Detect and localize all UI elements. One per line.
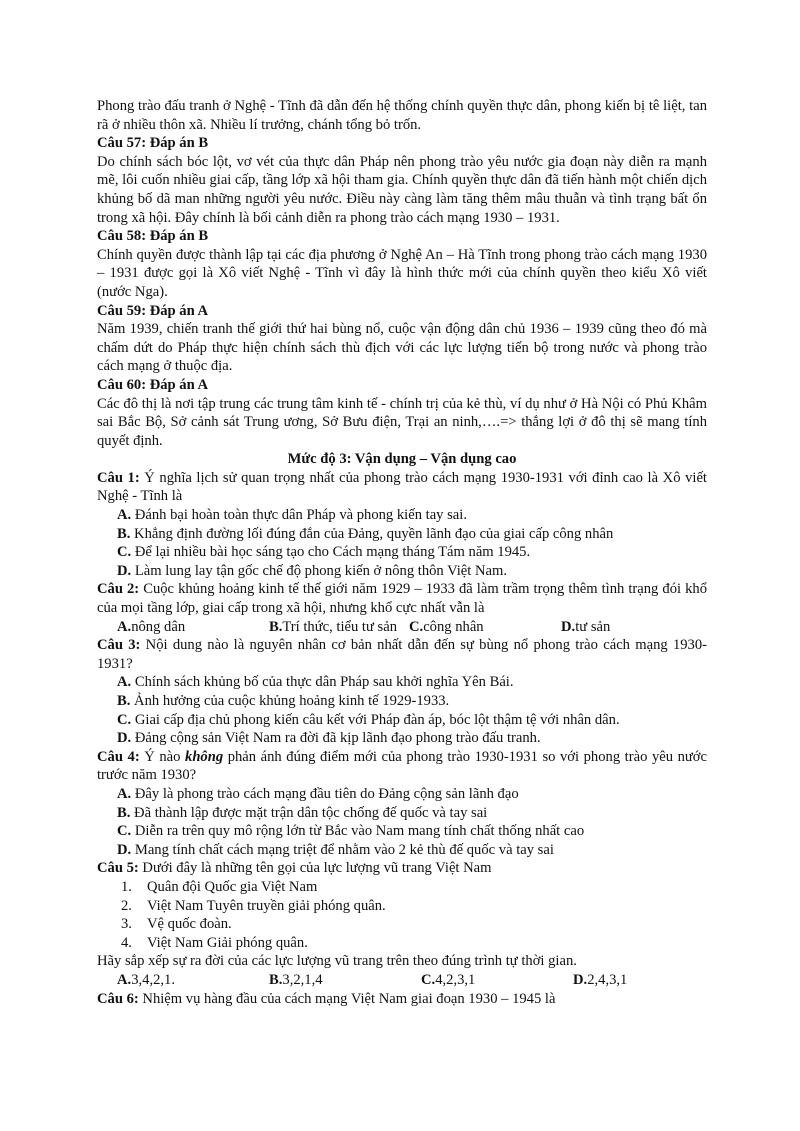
list-item: 4. Việt Nam Giải phóng quân. (121, 934, 308, 951)
question-text: Cuộc khủng hoảng kinh tế thế giới năm 1929 – 1933 đã làm trầm trọng thêm tình trạng đói khổ của mọi tầng lớp, giai cấp trong xã hội, nhưng khổ cực nhất vẫn là (97, 581, 708, 617)
question-1 (97, 469, 707, 581)
list-item: 1. Quân đội Quốc gia Việt Nam (121, 878, 318, 895)
option-c: C.công nhân (409, 618, 484, 635)
answer-heading: Câu 58: Đáp án B (97, 228, 209, 245)
option-d: D.tư sản (561, 618, 611, 635)
option-c: C. Diễn ra trên quy mô rộng lớn từ Bắc vào Nam mang tính chất thống nhất cao (117, 823, 585, 840)
option-d: D. Đảng cộng sản Việt Nam ra đời đã kịp lãnh đạo phong trào đấu tranh. (117, 730, 541, 747)
option-a: A. Đây là phong trào cách mạng đầu tiên do Đảng cộng sản lãnh đạo (117, 785, 519, 802)
option-a: A.nông dân (117, 618, 186, 635)
answer-text: Năm 1939, chiến tranh thế giới thứ hai bùng nổ, cuộc vận động dân chủ 1936 – 1939 cũng theo đó mà chấm dứt do Pháp thực hiện chính sách thù địch với các lực lượng tiến bộ trong nước và phong trào cách mạng ở thuộc địa. (97, 321, 707, 375)
question-instruction: Hãy sắp xếp sự ra đời của các lực lượng vũ trang trên theo đúng trình tự thời gian. (97, 953, 577, 970)
list-item: 2. Việt Nam Tuyên truyền giải phóng quân. (121, 897, 386, 914)
option-b: B. Khẳng định đường lối đúng đắn của Đảng, quyền lãnh đạo của giai cấp công nhân (117, 525, 614, 542)
question-label: Câu 5: (97, 860, 139, 877)
question-label: Câu 2: (97, 581, 140, 598)
option-b: B.Trí thức, tiểu tư sản (269, 618, 397, 635)
question-label: Câu 3: (97, 637, 141, 654)
answer-60 (97, 376, 707, 450)
option-d: D. Làm lung lay tận gốc chế độ phong kiến ở nông thôn Việt Nam. (117, 562, 508, 579)
intro-paragraph: Phong trào đấu tranh ở Nghệ - Tĩnh đã dẫn đến hệ thống chính quyền thực dân, phong kiến bị tê liệt, tan rã ở nhiều thôn xã. Nhiều lí trưởng, chánh tổng bỏ trốn. (97, 98, 707, 133)
option-c: C. Giai cấp địa chủ phong kiến câu kết với Pháp đàn áp, bóc lột thậm tệ với nhân dân. (117, 711, 620, 728)
answer-heading: Câu 60: Đáp án A (97, 376, 209, 393)
answer-text: Chính quyền được thành lập tại các địa phương ở Nghệ An – Hà Tĩnh trong phong trào cách mạng 1930 – 1931 được gọi là Xô viết Nghệ - Tĩnh vì đây là hình thức mới của chính quyền theo kiểu Xô viết (nước Nga). (97, 246, 707, 300)
answer-57 (97, 134, 707, 227)
answer-heading: Câu 59: Đáp án A (97, 302, 209, 319)
option-b: B.3,2,1,4 (269, 971, 323, 988)
answer-59 (97, 302, 707, 376)
question-label: Câu 6: (97, 990, 139, 1007)
question-text: Ý nghĩa lịch sử quan trọng nhất của phong trào cách mạng 1930-1931 với đỉnh cao là Xô viết Nghệ - Tĩnh là (97, 469, 707, 505)
option-a: A.3,4,2,1. (117, 971, 175, 988)
option-d: D. Mang tính chất cách mạng triệt để nhằm vào 2 kẻ thù đế quốc và tay sai (117, 841, 554, 858)
option-b: B. Ảnh hưởng của cuộc khủng hoảng kinh tế 1929-1933. (117, 693, 450, 709)
question-6 (97, 990, 707, 1009)
answer-text: Các đô thị là nơi tập trung các trung tâm kinh tế - chính trị của kẻ thù, ví dụ như ở Hà Nội có Phủ Khâm sai Bắc Bộ, Sở cảnh sát Trung ương, Sở Bưu điện, Trại an ninh,….=> thắng lợi ở đô thị sẽ mang tính quyết định. (97, 395, 707, 449)
question-4: Câu 4: Ý nào không phản ánh đúng điểm mới của phong trào 1930-1931 so với phong trào yêu nước trước năm 1930? A. Đây là phong trào cách mạng đầu tiên do Đảng cộng sản lãnh đạo B. Đã thành lập được mặt trận dân tộc chống đế quốc và tay sai C. Diễn ra trên quy mô rộng lớn từ Bắc vào Nam mang tính chất thống nhất cao D. Mang tính chất cách mạng triệt để nhằm vào 2 kẻ thù đế quốc và tay sai (97, 748, 707, 858)
answer-heading: Câu 57: Đáp án B (97, 135, 209, 152)
answer-58 (97, 227, 707, 301)
question-3 (97, 636, 707, 748)
question-2 (97, 580, 707, 636)
question-label: Câu 1: (97, 469, 140, 486)
emphasis-not: không (185, 748, 224, 765)
document-page (97, 97, 707, 1008)
question-label: Câu 4: (97, 748, 140, 765)
question-5 (97, 859, 707, 989)
question-text: Nội dung nào là nguyên nhân cơ bản nhất dẫn đến sự bùng nổ phong trào cách mạng 1930-1931? (97, 637, 707, 672)
options-row (97, 971, 707, 990)
option-a: A. Chính sách khủng bố của thực dân Pháp sau khởi nghĩa Yên Bái. (117, 674, 514, 691)
option-c: C. Để lại nhiều bài học sáng tạo cho Cách mạng tháng Tám năm 1945. (117, 544, 531, 561)
question-text: Nhiệm vụ hàng đầu của cách mạng Việt Nam giai đoạn 1930 – 1945 là (138, 990, 556, 1007)
option-a: A. Đánh bại hoàn toàn thực dân Pháp và phong kiến tay sai. (117, 507, 467, 524)
section-title: Mức độ 3: Vận dụng – Vận dụng cao (287, 451, 517, 468)
options-row (97, 618, 707, 637)
list-item: 3. Vệ quốc đoàn. (121, 916, 232, 933)
option-b: B. Đã thành lập được mặt trận dân tộc chống đế quốc và tay sai (117, 804, 488, 821)
option-c: C.4,2,3,1 (421, 971, 476, 988)
answer-text: Do chính sách bóc lột, vơ vét của thực dân Pháp nên phong trào yêu nước gia đoạn này diễn ra mạnh mẽ, lôi cuốn nhiều giai cấp, tầng lớp xã hội tham gia. Chính quyền thực dân đã tiến hành một chiến dịch khủng bố dã man những người yêu nước. Điều này càng làm tăng thêm mâu thuẫn và tình trạng bất ổn trong xã hội. Đây chính là bối cảnh diễn ra phong trào cách mạng 1930 – 1931. (97, 153, 707, 226)
question-text: Dưới đây là những tên gọi của lực lượng vũ trang Việt Nam (138, 860, 492, 877)
option-d: D.2,4,3,1 (573, 971, 628, 988)
